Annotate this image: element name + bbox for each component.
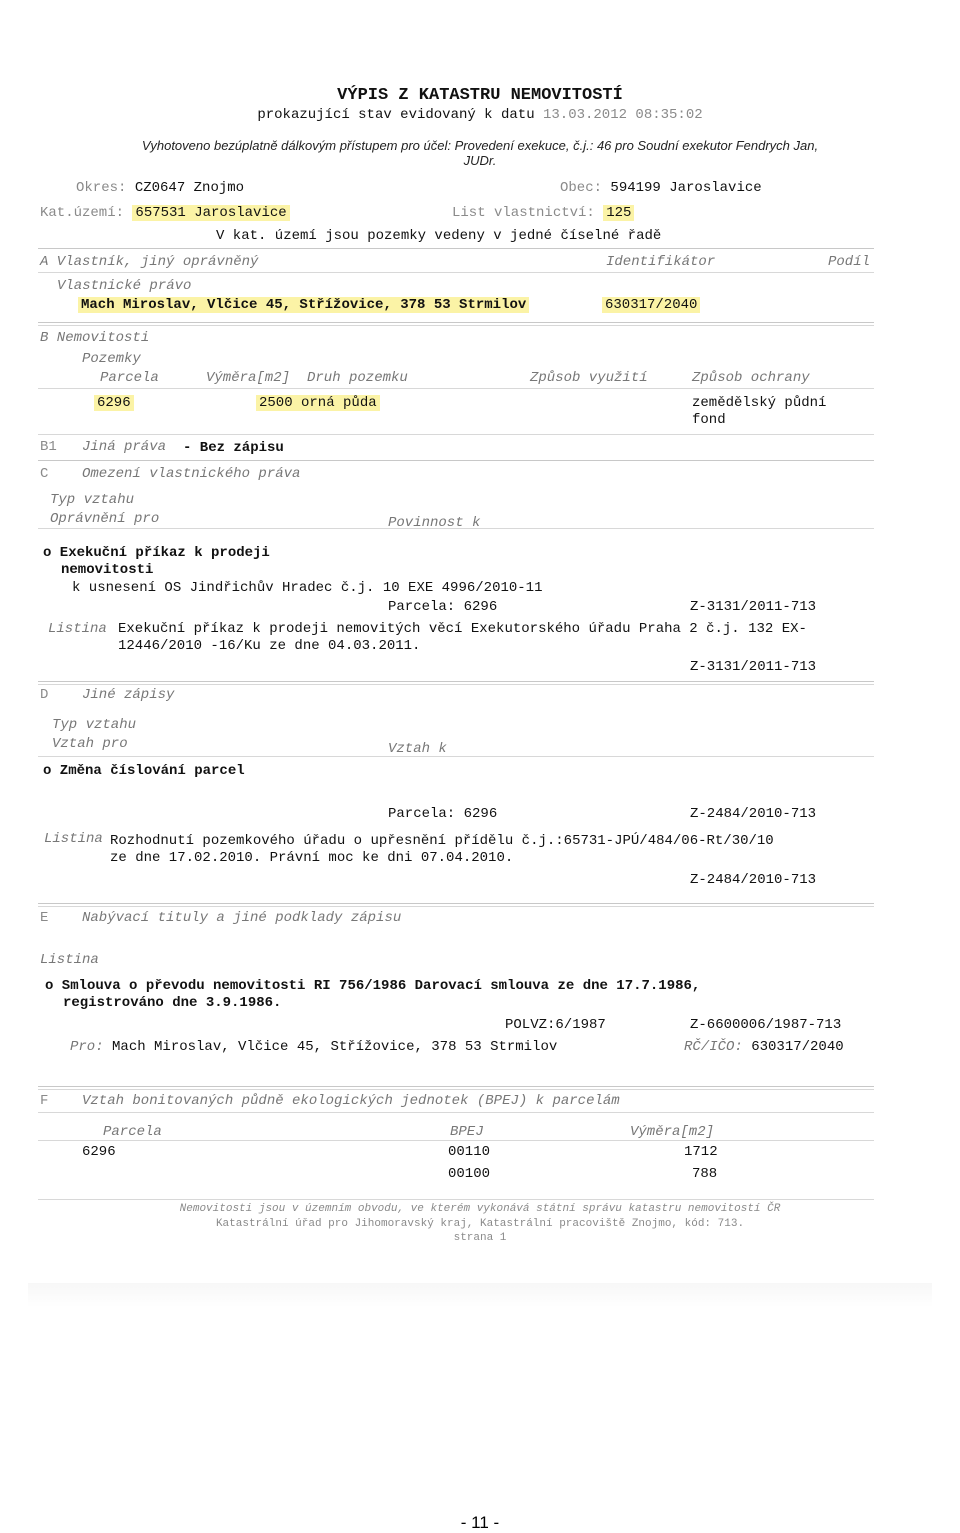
section-b1-value: - Bez zápisu: [183, 440, 284, 456]
katastr-note: V kat. území jsou pozemky vedeny v jedné číselné řadě: [216, 228, 662, 244]
col-zpusob-ochrany: Způsob ochrany: [692, 370, 810, 386]
section-b1-label: Jiná práva: [82, 439, 167, 455]
f-col-parcela: Parcela: [103, 1124, 162, 1140]
vymera-druh: 2500 orná půda: [256, 395, 380, 411]
d-vztah-k-label: Vztah k: [388, 741, 447, 757]
section-f-heading: Vztah bonitovaných půdně ekologických jednotek (BPEJ) k parcelám: [82, 1093, 620, 1109]
purpose-line-1: Vyhotoveno bezúplatně dálkovým přístupem pro účel: Provedení exekuce, č.j.: 46 pro Soudní exekutor Fendrych Jan,: [141, 138, 819, 153]
f-row-2-bpej: 00100: [448, 1166, 491, 1182]
footer-line-3: strana 1: [453, 1232, 507, 1244]
f-row-2-vymera: 788: [692, 1166, 718, 1182]
smlouva-line-2: registrováno dne 3.9.1986.: [63, 995, 282, 1011]
col-parcela: Parcela: [100, 370, 159, 386]
section-d-code: D: [40, 687, 49, 703]
typ-vztahu-label: Typ vztahu: [50, 492, 135, 508]
exekucni-prikaz-line-2: nemovitosti: [61, 562, 154, 578]
opravneni-pro-label: Oprávnění pro: [50, 511, 160, 527]
col-druh-pozemku: Druh pozemku: [307, 370, 408, 386]
exekucni-prikaz-line-1: o Exekuční příkaz k prodeji: [43, 545, 270, 561]
povinnost-k-label: Povinnost k: [388, 515, 481, 531]
col-podil: Podíl: [828, 254, 871, 270]
e-listina-label: Listina: [40, 952, 99, 968]
c-ref-2: Z-3131/2011-713: [690, 659, 817, 675]
f-row-1-bpej: 00110: [448, 1144, 491, 1160]
f-col-bpej: BPEJ: [450, 1124, 484, 1140]
katastralni-uzemi: Kat.území: 657531 Jaroslavice: [40, 205, 290, 221]
document-title: VÝPIS Z KATASTRU NEMOVITOSTÍ: [337, 86, 623, 105]
rc-ico: RČ/IČO: 630317/2040: [684, 1039, 844, 1055]
f-col-vymera: Výměra[m2]: [630, 1124, 715, 1140]
section-d-heading: Jiné zápisy: [82, 687, 175, 703]
zmena-cislovani: o Změna číslování parcel: [43, 763, 245, 779]
section-f-code: F: [40, 1093, 49, 1109]
section-a-heading: A Vlastník, jiný oprávněný: [40, 254, 259, 270]
footer-line-2: Katastrální úřad pro Jihomoravský kraj, Katastrální pracoviště Znojmo, kód: 713.: [215, 1218, 745, 1230]
d-parcela: Parcela: 6296: [388, 806, 498, 822]
owner-name: Mach Miroslav, Vlčice 45, Střížovice, 378 53 Strmilov: [78, 297, 529, 313]
d-listina-label: Listina: [44, 831, 103, 847]
d-ref-2: Z-2484/2010-713: [690, 872, 817, 888]
col-vymera: Výměra[m2]: [206, 370, 291, 386]
owner-identifikator: 630317/2040: [602, 297, 700, 313]
okres: Okres: CZ0647 Znojmo: [76, 180, 245, 196]
d-ref-1: Z-2484/2010-713: [690, 806, 817, 822]
col-zpusob-vyuziti: Způsob využití: [530, 370, 648, 386]
usneseni-line: k usnesení OS Jindřichův Hradec č.j. 10 EXE 4996/2010-11: [72, 580, 543, 596]
f-row-1-vymera: 1712: [684, 1144, 718, 1160]
d-listina-line-2: ze dne 17.02.2010. Právní moc ke dni 07.04.2010.: [110, 850, 514, 866]
col-identifikator: Identifikátor: [606, 254, 716, 270]
parcela-number: 6296: [94, 395, 134, 411]
list-vlastnictvi: List vlastnictví: 125: [452, 205, 634, 221]
section-c-code: C: [40, 466, 49, 482]
smlouva-line-1: o Smlouva o převodu nemovitosti RI 756/1986 Darovací smlouva ze dne 17.7.1986,: [45, 978, 701, 994]
section-b-heading: B Nemovitosti: [40, 330, 150, 346]
c-listina-label: Listina: [48, 621, 107, 637]
ochrana-line-1: zemědělský půdní: [692, 395, 827, 411]
e-ref: Z-6600006/1987-713: [690, 1017, 842, 1033]
document-subtitle: prokazující stav evidovaný k datu 13.03.2012 08:35:02: [257, 107, 703, 123]
pro-line: Pro: Mach Miroslav, Vlčice 45, Střížovice, 378 53 Strmilov: [70, 1039, 558, 1055]
section-b1-code: B1: [40, 439, 57, 455]
c-listina-line-1: Exekuční příkaz k prodeji nemovitých věcí Exekutorského úřadu Praha 2 č.j. 132 EX-: [118, 621, 807, 637]
section-e-code: E: [40, 910, 49, 926]
page-number: - 11 -: [460, 1513, 500, 1532]
section-e-heading: Nabývací tituly a jiné podklady zápisu: [82, 910, 402, 926]
d-typ-vztahu-label: Typ vztahu: [52, 717, 137, 733]
section-c-heading: Omezení vlastnického práva: [82, 466, 301, 482]
c-ref-1: Z-3131/2011-713: [690, 599, 817, 615]
pozemky-label: Pozemky: [82, 351, 141, 367]
vlastnicke-pravo-label: Vlastnické právo: [57, 278, 192, 294]
polvz: POLVZ:6/1987: [505, 1017, 606, 1033]
d-listina-line-1: Rozhodnutí pozemkového úřadu o upřesnění přídělu č.j.:65731-JPÚ/484/06-Rt/30/10: [110, 833, 774, 849]
obec: Obec: 594199 Jaroslavice: [560, 180, 762, 196]
purpose-line-2: JUDr.: [463, 153, 497, 168]
d-vztah-pro-label: Vztah pro: [52, 736, 128, 752]
subtitle-date: 13.03.2012 08:35:02: [543, 107, 703, 123]
ochrana-line-2: fond: [692, 412, 726, 428]
c-parcela: Parcela: 6296: [388, 599, 498, 615]
c-listina-line-2: 12446/2010 -16/Ku ze dne 04.03.2011.: [118, 638, 421, 654]
f-row-1-parcela: 6296: [82, 1144, 116, 1160]
footer-line-1: Nemovitosti jsou v územním obvodu, ve kterém vykonává státní správu katastru nemovitostí ČR: [179, 1203, 781, 1215]
